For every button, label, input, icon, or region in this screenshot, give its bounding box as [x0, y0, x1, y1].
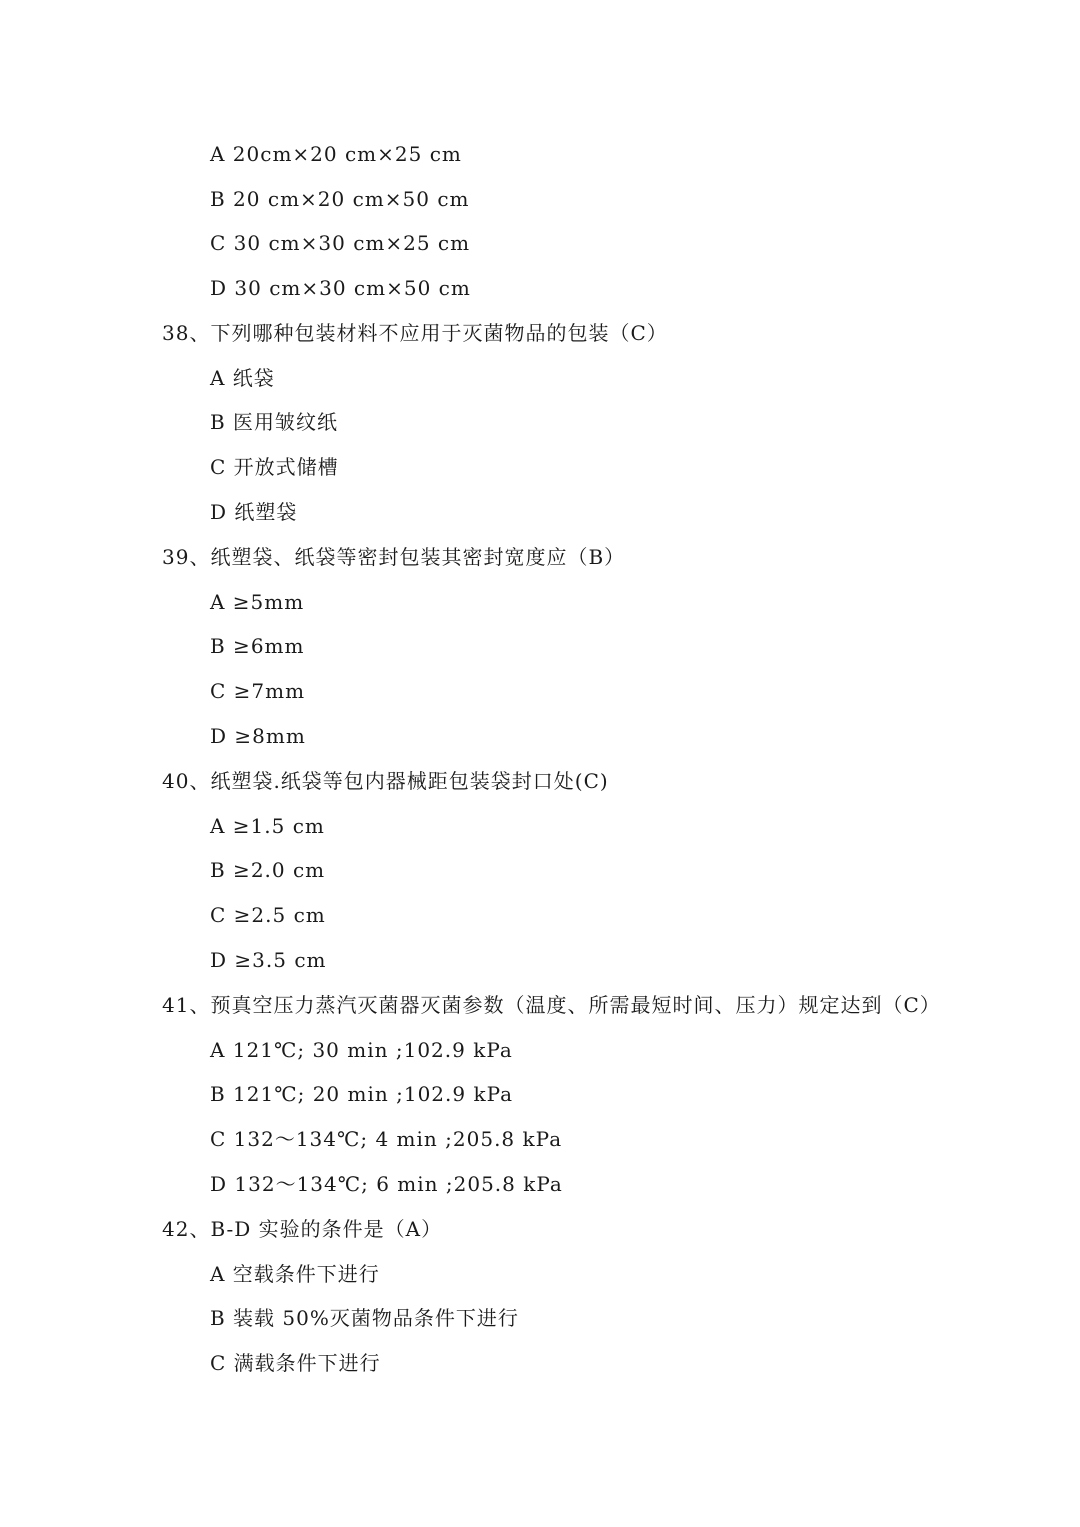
- option-line: D ≥3.5 cm: [210, 948, 327, 972]
- option-line: B 121℃; 20 min ;102.9 kPa: [210, 1082, 514, 1106]
- option-line: D 132～134℃; 6 min ;205.8 kPa: [210, 1172, 563, 1196]
- option-line: C ≥2.5 cm: [210, 903, 326, 927]
- option-line: C 132～134℃; 4 min ;205.8 kPa: [210, 1127, 563, 1151]
- question-line: 40、纸塑袋.纸袋等包内器械距包装袋封口处(C): [162, 769, 609, 793]
- option-line: B ≥6mm: [210, 634, 305, 658]
- option-line: A 空载条件下进行: [210, 1262, 380, 1286]
- option-line: C 开放式储槽: [210, 455, 339, 479]
- option-line: A 20cm×20 cm×25 cm: [210, 142, 462, 166]
- option-line: C ≥7mm: [210, 679, 306, 703]
- option-line: A ≥1.5 cm: [210, 814, 325, 838]
- question-line: 38、下列哪种包装材料不应用于灭菌物品的包装（C）: [162, 321, 668, 345]
- option-line: A 121℃; 30 min ;102.9 kPa: [210, 1038, 513, 1062]
- option-line: B 装载 50%灭菌物品条件下进行: [210, 1306, 519, 1330]
- option-line: D 30 cm×30 cm×50 cm: [210, 276, 471, 300]
- option-line: B 医用皱纹纸: [210, 410, 339, 434]
- option-line: A 纸袋: [210, 366, 275, 390]
- option-line: D 纸塑袋: [210, 500, 298, 524]
- option-line: A ≥5mm: [210, 590, 305, 614]
- option-line: B 20 cm×20 cm×50 cm: [210, 187, 470, 211]
- option-line: C 30 cm×30 cm×25 cm: [210, 231, 471, 255]
- question-line: 41、预真空压力蒸汽灭菌器灭菌参数（温度、所需最短时间、压力）规定达到（C）: [162, 993, 941, 1017]
- option-line: D ≥8mm: [210, 724, 306, 748]
- option-line: B ≥2.0 cm: [210, 858, 326, 882]
- question-line: 42、B-D 实验的条件是（A）: [162, 1217, 443, 1241]
- option-line: C 满载条件下进行: [210, 1351, 381, 1375]
- question-line: 39、纸塑袋、纸袋等密封包装其密封宽度应（B）: [162, 545, 626, 569]
